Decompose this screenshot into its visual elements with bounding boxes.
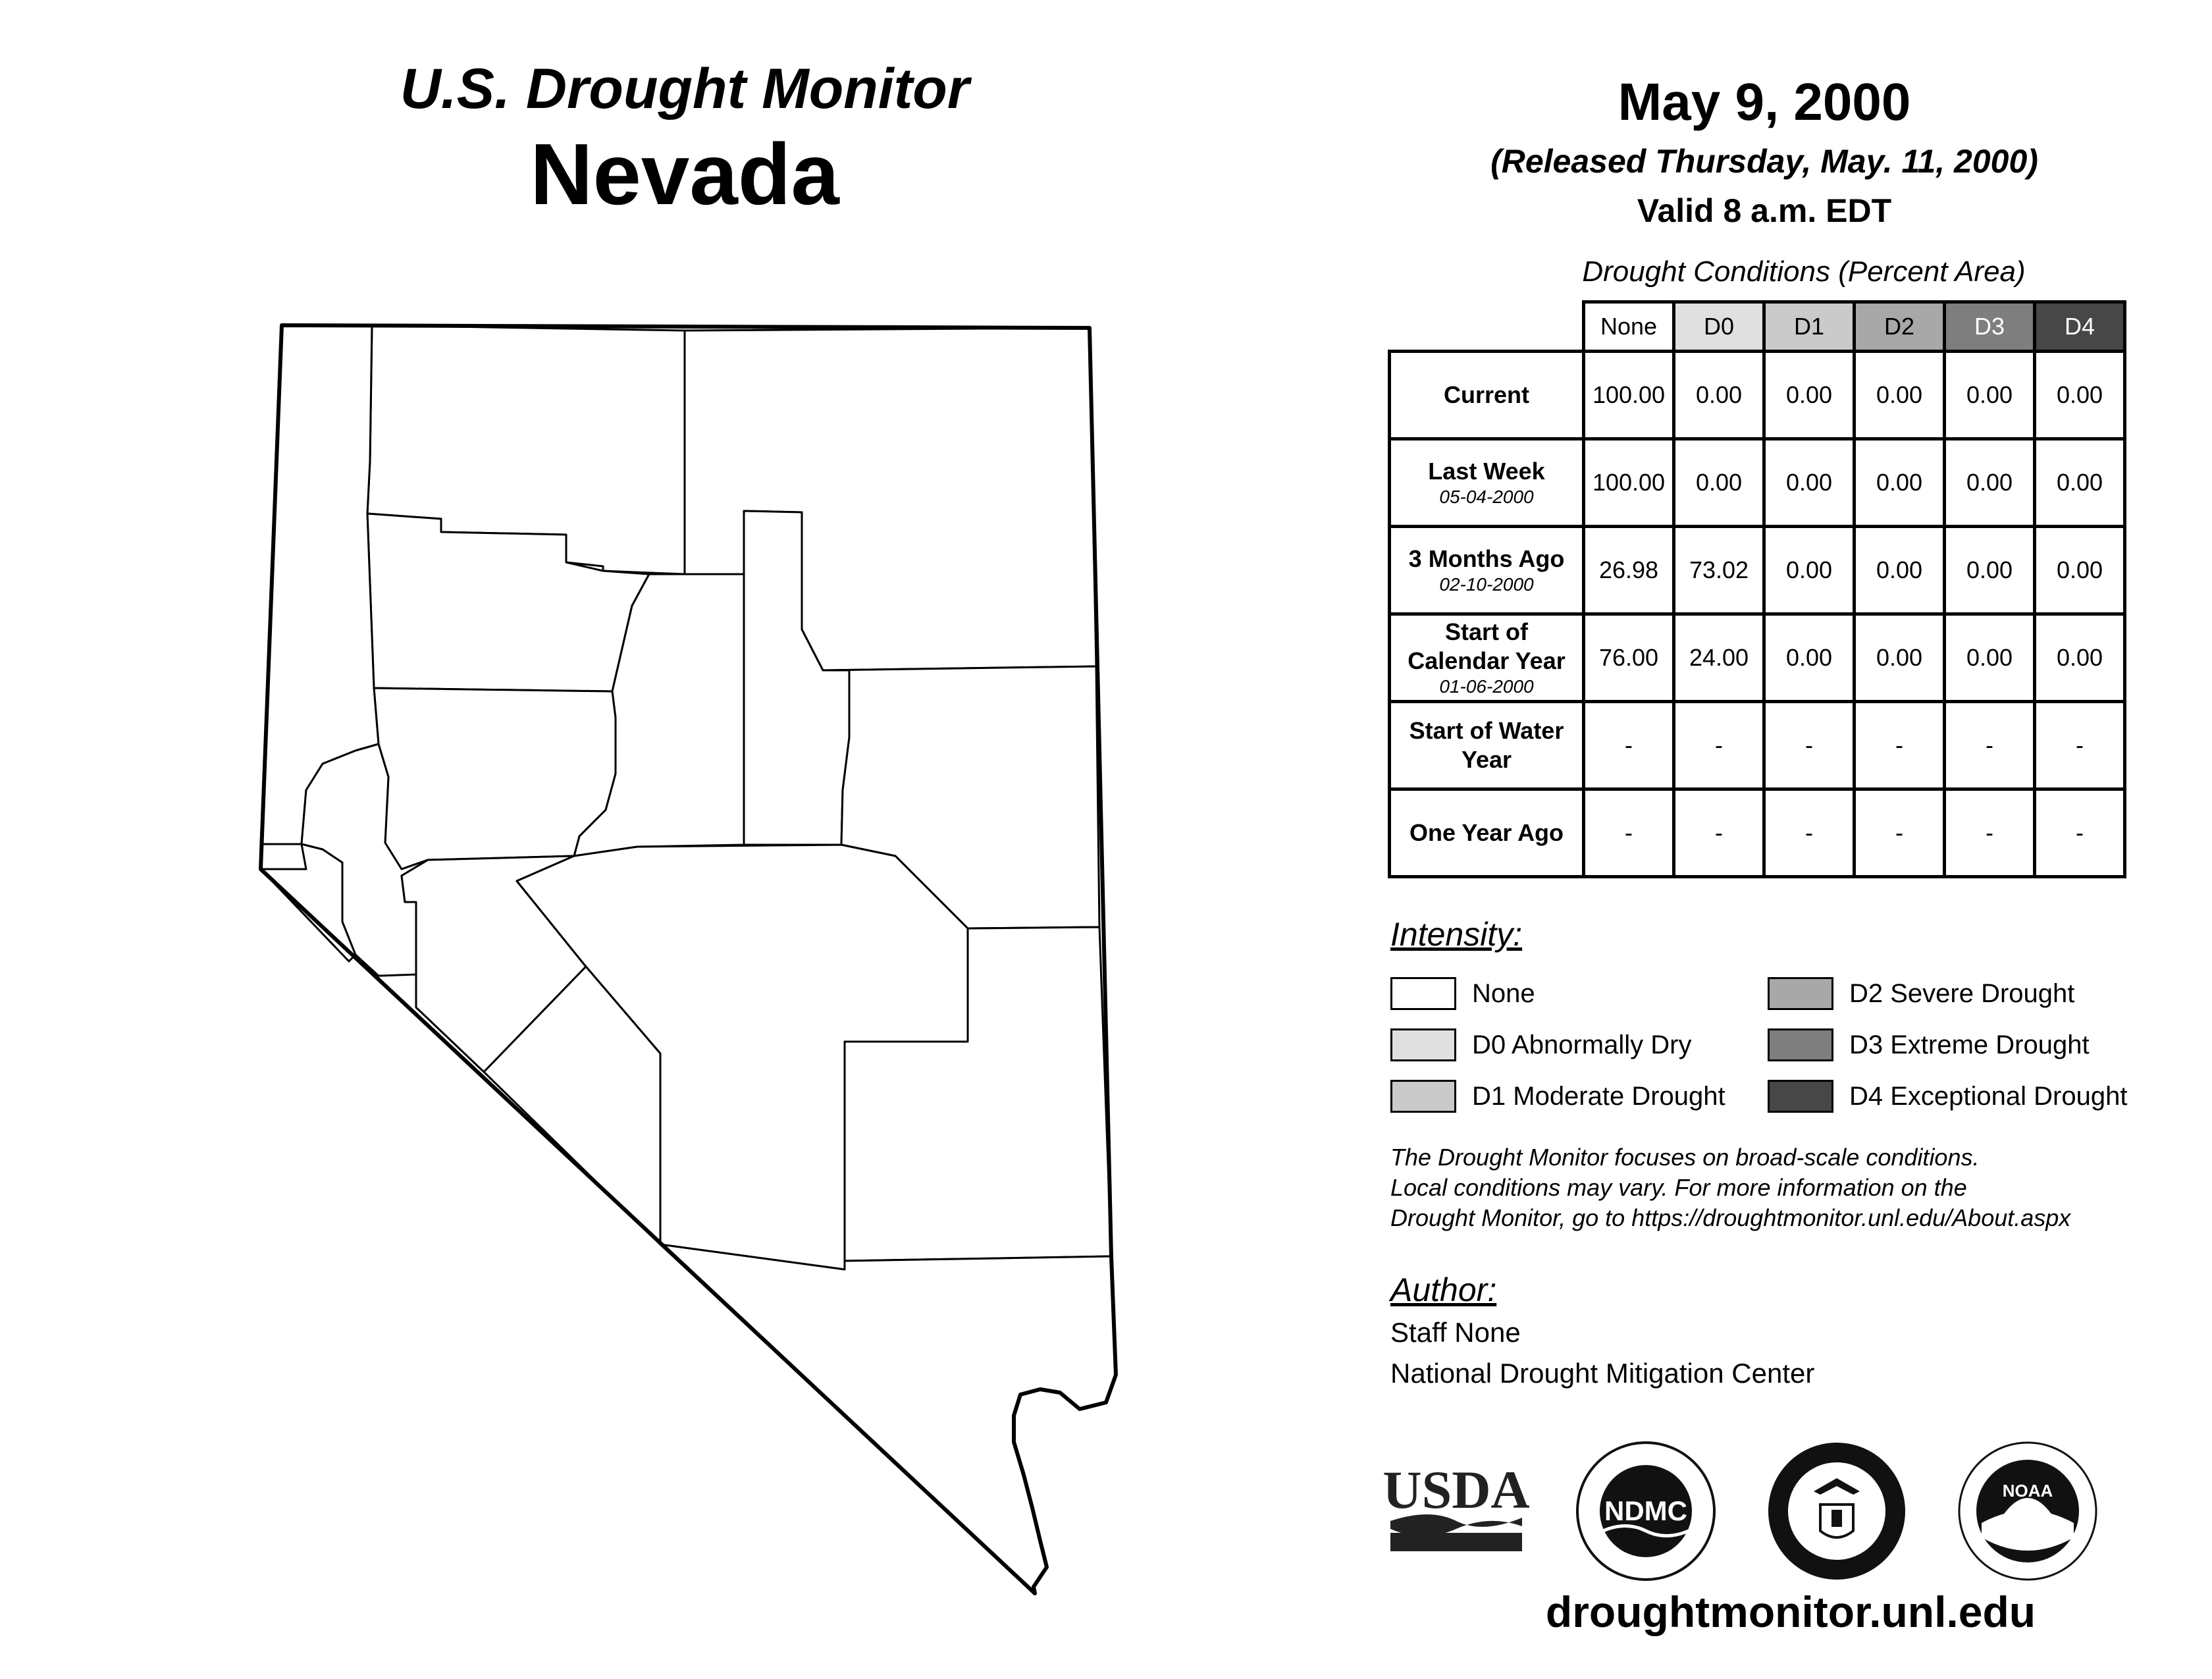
legend-item-d3 [1768, 1026, 2090, 1064]
row-label-text: Start of Water Year [1409, 717, 1564, 773]
col-header-none: None [1584, 302, 1674, 352]
legend-label: D1 Moderate Drought [1472, 1081, 1725, 1111]
table-row [1390, 614, 2125, 702]
cell-d1: 0.00 [1764, 439, 1855, 527]
usda-logo [1382, 1455, 1530, 1554]
cell-d0: - [1674, 702, 1764, 789]
department-of-commerce-seal [1764, 1439, 1909, 1584]
row-label-text: Current [1443, 381, 1529, 408]
legend-item-d0 [1390, 1026, 1691, 1064]
release-date: (Released Thursday, May. 11, 2000) [1490, 143, 2038, 180]
table-row [1390, 352, 2125, 439]
cell-d3: 0.00 [1945, 439, 2035, 527]
cell-none: 26.98 [1584, 527, 1674, 614]
cell-d3: 0.00 [1945, 527, 2035, 614]
county-outline-map [250, 309, 1132, 1607]
legend-label: D3 Extreme Drought [1849, 1030, 2090, 1059]
disclaimer-note [1390, 1142, 2167, 1233]
note-line: The Drought Monitor focuses on broad-scale conditions. [1390, 1144, 1980, 1171]
table-row [1390, 789, 2125, 877]
legend-swatch [1390, 1080, 1456, 1113]
col-header-d3: D3 [1945, 302, 2035, 352]
col-header-d1: D1 [1764, 302, 1855, 352]
legend-swatch [1390, 977, 1456, 1010]
row-label-date: 01-06-2000 [1439, 676, 1534, 697]
legend-label: D4 Exceptional Drought [1849, 1081, 2128, 1111]
cell-d1: 0.00 [1764, 614, 1855, 702]
cell-none: - [1584, 789, 1674, 877]
cell-d0: 24.00 [1674, 614, 1764, 702]
legend-label: D0 Abnormally Dry [1472, 1030, 1692, 1059]
note-line: Drought Monitor, go to https://droughtmonitor.unl.edu/About.aspx [1390, 1204, 2071, 1231]
ndmc-logo [1573, 1439, 1718, 1584]
cell-d1: 0.00 [1764, 352, 1855, 439]
cell-d0: - [1674, 789, 1764, 877]
cell-d0: 0.00 [1674, 352, 1764, 439]
legend-label: None [1472, 978, 1535, 1008]
cell-d4: 0.00 [2035, 614, 2125, 702]
row-label-date: 02-10-2000 [1439, 574, 1534, 595]
county-clark [660, 1244, 1116, 1593]
legend-item-d2 [1768, 974, 2074, 1013]
row-label-text: Last Week [1428, 458, 1545, 485]
row-label [1390, 614, 1584, 702]
legend-item-d1 [1390, 1077, 1725, 1115]
row-label-date: 05-04-2000 [1439, 487, 1534, 507]
cell-d3: - [1945, 702, 2035, 789]
row-label [1390, 352, 1584, 439]
cell-d0: 0.00 [1674, 439, 1764, 527]
cell-d4: 0.00 [2035, 352, 2125, 439]
row-label [1390, 789, 1584, 877]
footer-url[interactable]: droughtmonitor.unl.edu [1545, 1587, 2036, 1636]
legend-swatch [1768, 1080, 1833, 1113]
row-label-text: One Year Ago [1409, 819, 1564, 846]
cell-d4: 0.00 [2035, 439, 2125, 527]
cell-d2: 0.00 [1855, 352, 1945, 439]
nevada-map [250, 309, 1132, 1607]
cell-d3: 0.00 [1945, 614, 2035, 702]
cell-d2: - [1855, 789, 1945, 877]
row-label [1390, 439, 1584, 527]
cell-d2: 0.00 [1855, 614, 1945, 702]
legend-swatch [1390, 1028, 1456, 1061]
legend-swatch [1768, 1028, 1833, 1061]
cell-d4: 0.00 [2035, 527, 2125, 614]
row-label [1390, 702, 1584, 789]
table-corner [1390, 302, 1584, 352]
map-date: May 9, 2000 [1618, 72, 1911, 131]
legend-label: D2 Severe Drought [1849, 978, 2075, 1008]
row-label-text: 3 Months Ago [1408, 545, 1565, 572]
legend-item-none [1390, 974, 1535, 1013]
cell-d1: - [1764, 702, 1855, 789]
county-carson-city [261, 844, 306, 869]
cell-d4: - [2035, 789, 2125, 877]
drought-conditions-table [1388, 300, 2126, 878]
note-line: Local conditions may vary. For more information on the [1390, 1174, 1967, 1201]
cell-d3: - [1945, 789, 2035, 877]
valid-time: Valid 8 a.m. EDT [1637, 192, 1892, 229]
cell-d1: 0.00 [1764, 527, 1855, 614]
table-caption: Drought Conditions (Percent Area) [1582, 255, 2026, 288]
author-heading: Author: [1390, 1271, 1497, 1308]
col-header-d0: D0 [1674, 302, 1764, 352]
author-name: Staff None [1390, 1317, 1521, 1348]
cell-d2: - [1855, 702, 1945, 789]
cell-none: 100.00 [1584, 352, 1674, 439]
author-organization: National Drought Mitigation Center [1390, 1358, 1815, 1389]
map-title: U.S. Drought Monitor [400, 57, 970, 120]
noaa-logo [1955, 1439, 2100, 1584]
table-row [1390, 439, 2125, 527]
cell-d2: 0.00 [1855, 439, 1945, 527]
row-label [1390, 527, 1584, 614]
cell-d3: 0.00 [1945, 352, 2035, 439]
table-row [1390, 527, 2125, 614]
state-name: Nevada [530, 126, 839, 223]
table-body [1390, 352, 2125, 877]
usda-logo-text: USDA [1382, 1460, 1530, 1520]
table-row [1390, 702, 2125, 789]
title-header [303, 53, 1066, 224]
cell-d2: 0.00 [1855, 527, 1945, 614]
legend-swatch [1768, 977, 1833, 1010]
cell-d4: - [2035, 702, 2125, 789]
row-label-text: Start of Calendar Year [1408, 618, 1566, 674]
col-header-d2: D2 [1855, 302, 1945, 352]
legend-item-d4 [1768, 1077, 2127, 1115]
table-header-row [1390, 302, 2125, 352]
intensity-heading: Intensity: [1390, 916, 1523, 953]
noaa-logo-text: NOAA [2002, 1481, 2053, 1501]
cell-d1: - [1764, 789, 1855, 877]
ndmc-logo-text: NDMC [1604, 1495, 1687, 1526]
cell-none: 100.00 [1584, 439, 1674, 527]
cell-none: 76.00 [1584, 614, 1674, 702]
cell-none: - [1584, 702, 1674, 789]
date-block [1409, 66, 2120, 237]
col-header-d4: D4 [2035, 302, 2125, 352]
cell-d0: 73.02 [1674, 527, 1764, 614]
